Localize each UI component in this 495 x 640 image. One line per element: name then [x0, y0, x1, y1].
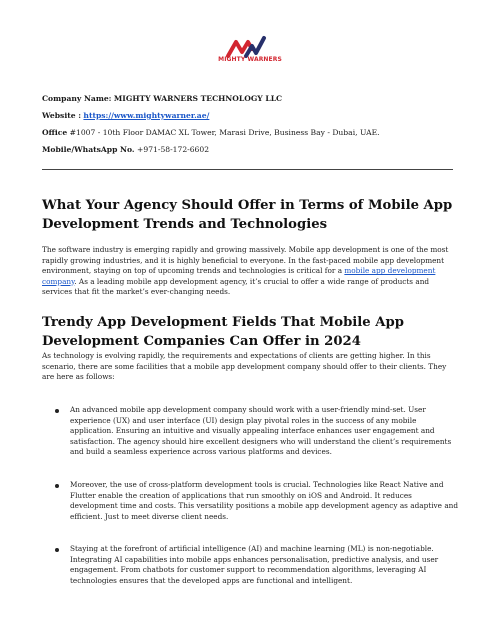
bullet-item-cross-platform: Moreover, the use of cross-platform development tools is crucial. Technologies like React Native and Flutter enable the creation of applications that run smoothly on iOS and Android. It reduces development time and costs. This versatility positions a mobile app development agency as adaptive and efficient. Just to meet diverse client needs. — [70, 480, 459, 521]
office-line — [42, 127, 380, 138]
company-name-value: MIGHTY WARNERS TECHNOLOGY LLC — [113, 94, 283, 103]
intro-paragraph — [42, 245, 460, 298]
website-line — [42, 110, 209, 121]
section-heading: Trendy App Development Fields That Mobile App Development Companies Can Offer in 2024 — [42, 315, 404, 349]
company-name-label: Company Name: — [42, 94, 112, 103]
bullet-item-ai-ml: Staying at the forefront of artificial intelligence (AI) and machine learning (ML) is non-negotiable. Integrating AI capabilities into mobile apps enhances personalisation, predictive analysis, and user engagement. From chatbots for customer support to recommendation algorithms, leveraging AI technologies ensures that the developed apps are functional and intelligent. — [70, 544, 439, 585]
logo-wordmark: MIGHTY WARNERS — [218, 56, 282, 63]
website-link[interactable]: https://www.mightywarner.ae/ — [83, 111, 210, 120]
mighty-warners-logo — [222, 34, 276, 74]
mobile-app-development-company-link[interactable]: mobile app development company — [42, 266, 436, 286]
header-divider — [42, 169, 453, 170]
bullet-item-ux-ui: An advanced mobile app development company should work with a user-friendly mind-set. User experience (UX) and user interface (UI) design play pivotal roles in the success of any mobile application. Ensuring an intuitive and visually appealing interface enhances user engagement and satisfaction. The agency should hire excellent designers who will understand the client’s requirements and build a seamless experience across various platforms and devices. — [70, 405, 452, 457]
mobile-label: Mobile/WhatsApp No. — [42, 145, 135, 154]
article-title: What Your Agency Should Offer in Terms of Mobile App Development Trends and Technologies — [42, 198, 453, 232]
mobile-line — [42, 144, 209, 155]
mobile-number: +971-58-172-6602 — [137, 145, 210, 154]
website-label: Website : — [42, 111, 81, 120]
intro-text-start: The software industry is emerging rapidly and growing massively. Mobile app development is one of the most rapidly growing industries, and it is highly beneficial to everyone. In the fast-paced mobile app development environment, staying on top of upcoming trends and technologies is critical for a — [42, 245, 449, 276]
bullet-dot — [55, 409, 59, 413]
office-label: Office — [42, 128, 68, 137]
intro-text-end: . As a leading mobile app development agency, it’s crucial to offer a wide range of products and services that fit the market’s ever-changing needs. — [42, 276, 430, 297]
bullet-dot — [55, 548, 59, 552]
bullet-dot — [55, 484, 59, 488]
office-address: #1007 - 10th Floor DAMAC XL Tower, Marasi Drive, Business Bay - Dubai, UAE. — [69, 128, 380, 137]
company-name-line — [42, 93, 282, 104]
lead-paragraph: As technology is evolving rapidly, the requirements and expectations of clients are getting higher. In this scenario, there are some facilities that a mobile app development company should offer to their clients. They are here as follows: — [42, 351, 447, 382]
